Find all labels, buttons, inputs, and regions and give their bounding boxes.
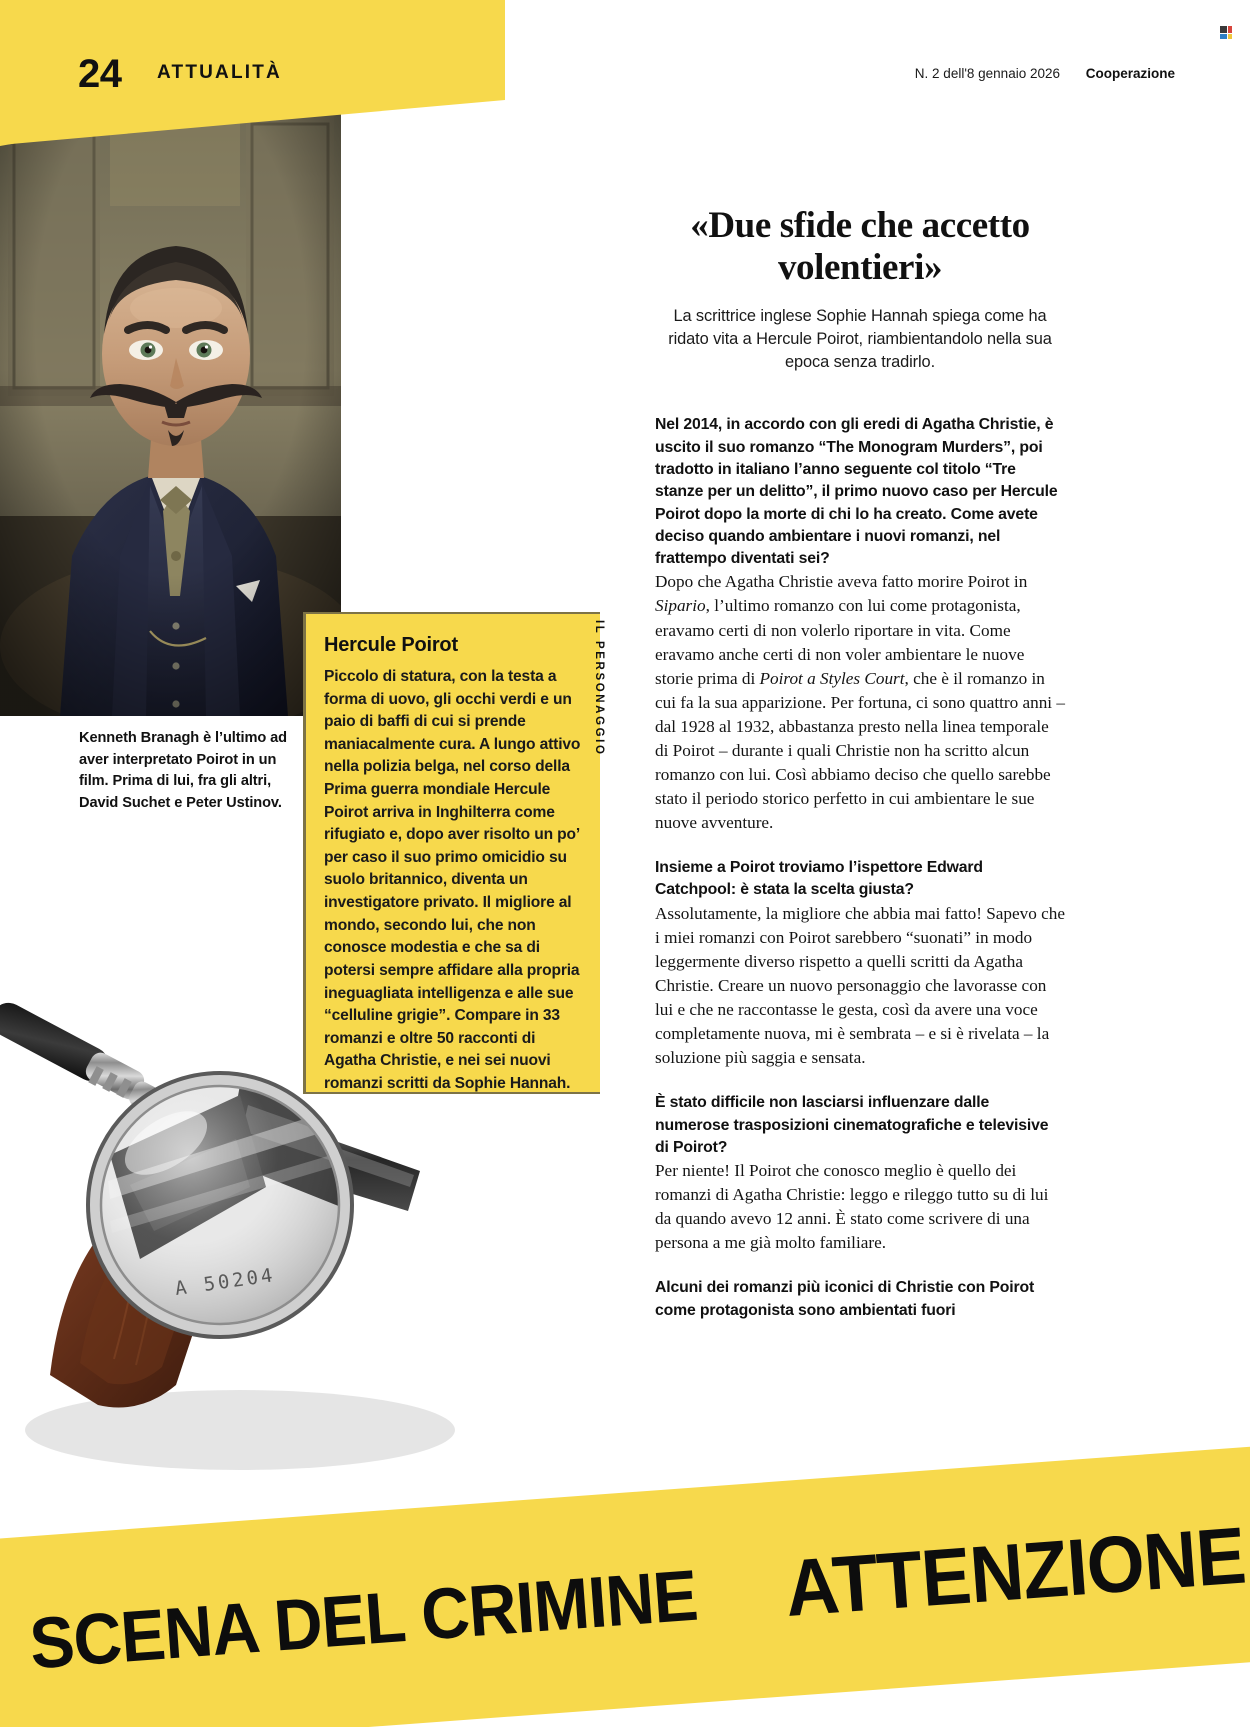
interview-answer: Per niente! Il Poirot che conosco meglio è quello dei romanzi di Agatha Christie: leggo e rileggo tutto su di lui da quando avevo 12 anni. È stato come scrivere di una persona a me già molto familiare. bbox=[655, 1161, 1049, 1253]
book-title-styles-court: Poirot a Styles Court bbox=[759, 668, 905, 688]
interview-question: È stato difficile non lasciarsi influenzare dalle numerose trasposizioni cinematografiche e televisive di Poirot? bbox=[655, 1094, 1049, 1156]
interview-question: Alcuni dei romanzi più iconici di Christie con Poirot come protagonista sono ambientati fuori bbox=[655, 1279, 1035, 1319]
tape-text-row bbox=[0, 1444, 1250, 1727]
infobox-body: Piccolo di statura, con la testa a forma di uovo, gli occhi verdi e un paio di baffi di cui si prende maniacalmente cura. A lungo attivo nella polizia belga, nel corso della Prima guerra mondiale Hercule Poirot arriva in Inghilterra come rifugiato e, dopo aver risolto un po’ per caso il suo primo omicidio su suolo britannico, diventa un investigatore privato. Il migliore al mondo, secondo lui, che non conosce modestia e che sa di potersi sempre affidare alla propria ineguagliata intelligenza e alle sue “celluline grigie”. Compare in 33 romanzi e oltre 50 racconti di Agatha Christie, e nei sei nuovi romanzi scritti da Sophie Hannah. bbox=[324, 668, 581, 1092]
registration-mark-icon bbox=[1220, 26, 1236, 40]
qa-block-2 bbox=[655, 857, 1065, 1070]
infobox-vertical-tag bbox=[588, 620, 610, 800]
qa-block-3 bbox=[655, 1092, 1065, 1255]
magazine-brand: Cooperazione bbox=[1085, 66, 1175, 81]
tape-left-text: SCENA DEL CRIMINE bbox=[26, 1555, 700, 1684]
interview-question: Nel 2014, in accordo con gli eredi di Agatha Christie, è uscito il suo romanzo “The Monogram Murders”, poi tradotto in italiano l’anno seguente col titolo “Tre stanze per un delitto”, il primo nuovo caso per Hercule Poirot dopo la morte di chi lo ha creato. Come avete deciso quando ambientare i nuovi romanzi, nel frattempo diventati sei? bbox=[655, 416, 1058, 568]
bottom-yellow-tape bbox=[0, 1444, 1250, 1727]
section-label: ATTUALITÀ bbox=[157, 62, 282, 83]
interview-answer bbox=[655, 570, 1065, 835]
poirot-photo-illustration bbox=[0, 86, 341, 716]
answer-part-pre: Dopo che Agatha Christie aveva fatto morire Poirot in bbox=[655, 572, 1028, 592]
poirot-photo bbox=[0, 86, 341, 716]
photo-caption: Kenneth Branagh è l’ultimo ad aver interpretato Poirot in un film. Prima di lui, fra gli altri, David Suchet e Peter Ustinov. bbox=[79, 730, 287, 811]
qa-block-4 bbox=[655, 1277, 1065, 1322]
article-deck: La scrittrice inglese Sophie Hannah spiega come ha ridato vita a Hercule Poirot, riambientandolo nella sua epoca senza tradirlo. bbox=[668, 306, 1052, 372]
infobox-tag-label: IL PERSONAGGIO bbox=[593, 620, 605, 757]
article-headline: «Due sfide che accetto volentieri» bbox=[690, 205, 1030, 288]
issue-date: N. 2 dell'8 gennaio 2026 bbox=[914, 66, 1060, 81]
tape-right-text: ATTENZIONE bbox=[782, 1509, 1248, 1633]
answer-part-post: , che è il romanzo in cui fa la sua apparizione. Per fortuna, ci sono quattro anni – dal 1928 al 1932, abbastanza presto nella linea temporale di Poirot – durante i quali Christie non ha scritto alcun romanzo con lui. Così abbiamo deciso che quello sarebbe stato il periodo storico perfetto in cui ambientare le sue nuove avventure. bbox=[655, 668, 1065, 833]
page-number: 24 bbox=[78, 52, 122, 96]
infobox-title: Hercule Poirot bbox=[324, 634, 458, 656]
qa-block-1 bbox=[655, 414, 1065, 835]
infobox-hercule-poirot bbox=[303, 612, 600, 1094]
answer-part-mid: , l’ultimo romanzo con lui come protagonista, eravamo certi di non volerlo riportare in vita. Come eravamo anche certi di non voler ambientare le nuove storie prima di bbox=[655, 596, 1025, 688]
magnifier-lens bbox=[88, 1073, 410, 1337]
interview-answer: Assolutamente, la migliore che abbia mai fatto! Sapevo che i miei romanzi con Poirot sarebbero “suonati” in modo leggermente diverso rispetto a quelli scritti da Agatha Christie. Creare un nuovo personaggio che lavorasse con lui e che ne raccontasse le gesta, così da avere una voce completamente nuova, mi è sembrata – e si è rivelata – la soluzione più saggia e sensata. bbox=[655, 903, 1065, 1068]
book-title-sipario: Sipario bbox=[655, 596, 706, 616]
article-column bbox=[655, 205, 1065, 1322]
interview-question: Insieme a Poirot troviamo l’ispettore Edward Catchpool: è stata la scelta giusta? bbox=[655, 859, 983, 899]
